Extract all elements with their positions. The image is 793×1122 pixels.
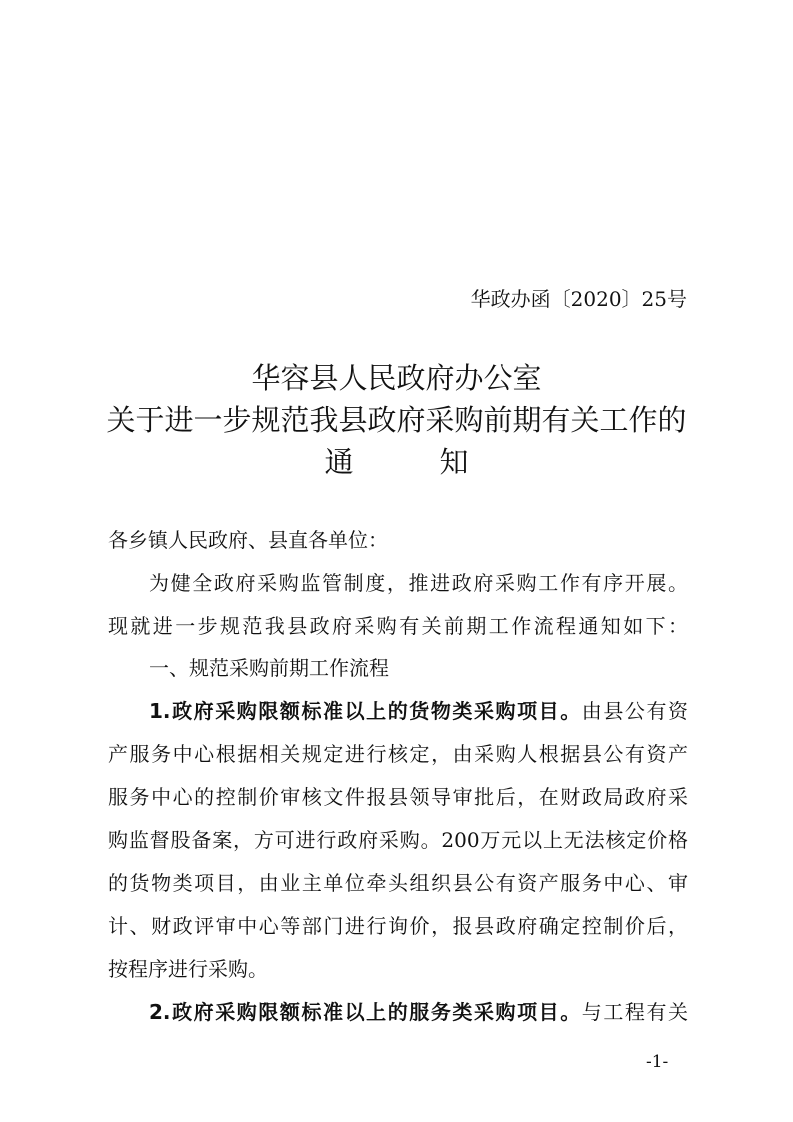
title-word-1: 通 <box>324 445 354 479</box>
section-1-heading: 一、规范采购前期工作流程 <box>149 656 389 680</box>
item-1-line: 的货物类项目，由业主单位牵头组织县公有资产服务中心、审 <box>108 871 688 895</box>
title-line-1: 华容县人民政府办公室 <box>251 361 542 395</box>
intro-line-1: 为健全政府采购监管制度，推进政府采购工作有序开展。 <box>149 571 688 595</box>
title-word-2: 知 <box>439 445 469 479</box>
item-1-line: 购监督股备案，方可进行政府采购。200万元以上无法核定价格 <box>108 828 688 852</box>
addressee: 各乡镇人民政府、县直各单位： <box>108 528 388 552</box>
intro-line-2: 现就进一步规范我县政府采购有关前期工作流程通知如下： <box>108 614 688 638</box>
item-1-first-line <box>149 699 688 723</box>
title-line-3 <box>0 445 793 479</box>
page-number: -1- <box>646 1052 669 1072</box>
item-2-text: 与工程有关 <box>581 1000 689 1024</box>
item-1-line: 服务中心的控制价审核文件报县领导审批后，在财政局政府采 <box>108 785 688 809</box>
document-number: 华政办函〔2020〕25号 <box>470 287 687 311</box>
item-1-heading: 1.政府采购限额标准以上的货物类采购项目。 <box>149 699 582 723</box>
item-1-text: 由县公有资 <box>581 699 689 723</box>
item-1-line: 产服务中心根据相关规定进行核定，由采购人根据县公有资产 <box>108 742 688 766</box>
item-2-heading: 2.政府采购限额标准以上的服务类采购项目。 <box>149 1000 582 1024</box>
item-2-first-line <box>149 1000 688 1024</box>
title-line-2: 关于进一步规范我县政府采购前期有关工作的 <box>106 403 687 437</box>
item-1-line: 按程序进行采购。 <box>108 957 268 981</box>
item-1-line: 计、财政评审中心等部门进行询价，报县政府确定控制价后， <box>108 914 688 938</box>
